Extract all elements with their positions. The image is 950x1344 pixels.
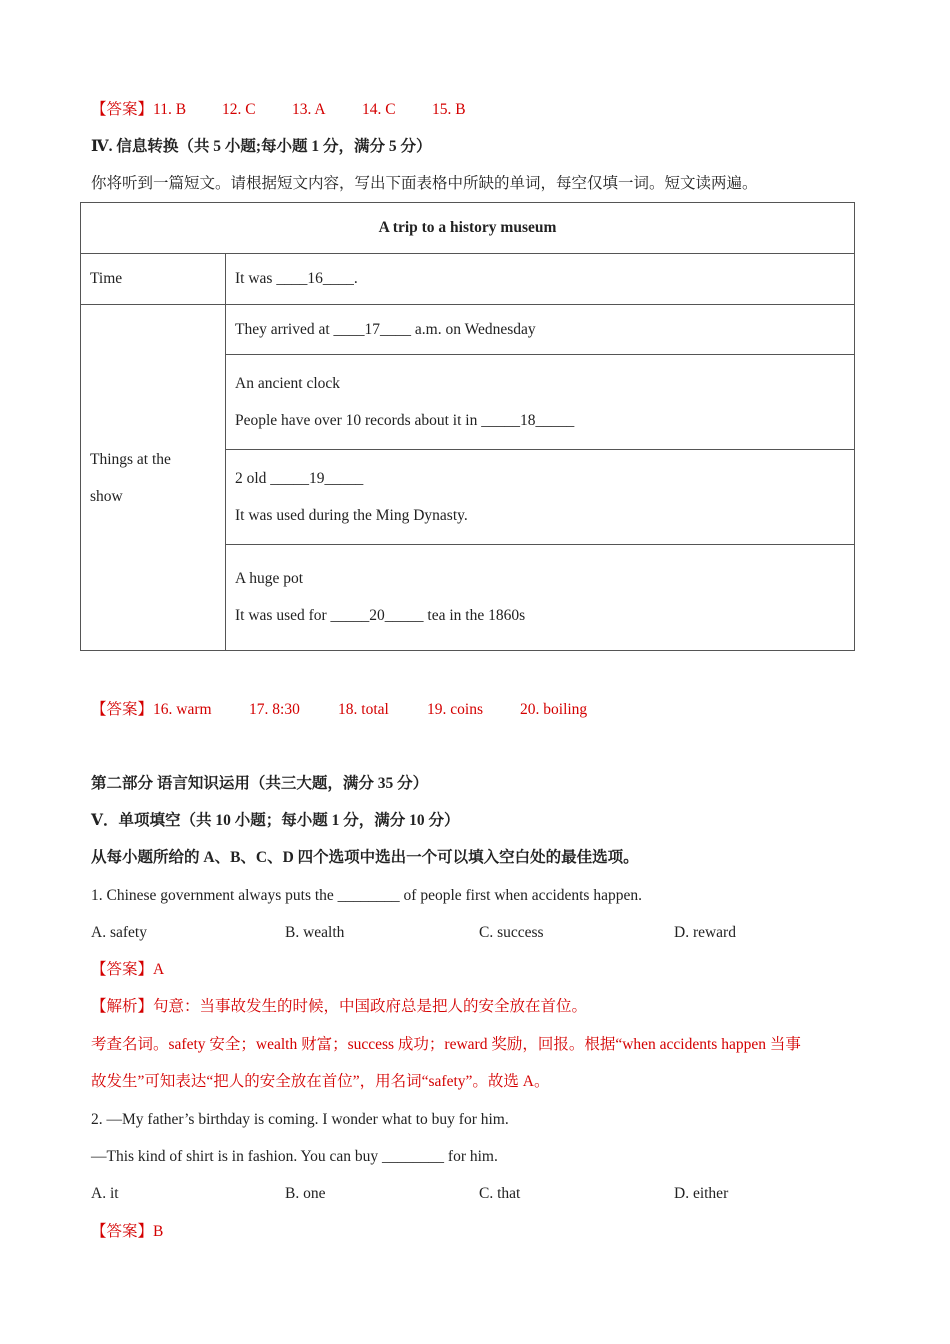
coins-line-2: It was used during the Ming Dynasty. — [235, 506, 468, 524]
coins-cell — [226, 450, 855, 545]
answer-item: 20. boiling — [520, 701, 588, 718]
answer-line-16-20 — [91, 700, 587, 720]
answer-item: 11. B — [153, 101, 187, 118]
arrived-row: They arrived at ____17____ a.m. on Wednesday — [226, 305, 855, 355]
q2-option-a: A. it — [91, 1185, 119, 1202]
part-2-heading: 第二部分 语言知识运用（共三大题，满分 35 分） — [91, 775, 429, 792]
answer-item: 13. A — [292, 101, 326, 118]
answer-line-11-15 — [91, 100, 466, 120]
q2-stem-1: 2. —My father’s birthday is coming. I wonder what to buy for him. — [91, 1111, 509, 1128]
answer-item: 15. B — [432, 101, 466, 118]
pot-line-1: A huge pot — [235, 570, 304, 587]
q2-answer: 【答案】B — [91, 1223, 164, 1240]
things-label: Things at the — [90, 450, 171, 468]
time-label: Time — [81, 254, 226, 305]
q1-analysis-3: 故发生”可知表达“把人的安全放在首位”，用名词“safety”。故选 A。 — [91, 1073, 550, 1090]
section-4-instruction: 你将听到一篇短文。请根据短文内容，写出下面表格中所缺的单词，每空仅填一词。短文读两遍。 — [91, 175, 758, 192]
coins-line-1: 2 old _____19_____ — [235, 469, 364, 487]
q1-option-c: C. success — [479, 924, 544, 941]
q1-stem: 1. Chinese government always puts the ________ of people first when accidents happen. — [91, 887, 642, 904]
info-table — [80, 202, 855, 651]
q2-option-c: C. that — [479, 1185, 521, 1202]
clock-line-1: An ancient clock — [235, 374, 341, 392]
q1-option-a: A. safety — [91, 924, 147, 941]
answer-item: 12. C — [222, 101, 256, 118]
q1-analysis-1: 【解析】句意：当事故发生的时候，中国政府总是把人的安全放在首位。 — [91, 998, 588, 1015]
table-title: A trip to a history museum — [81, 203, 855, 254]
clock-line-2: People have over 10 records about it in _____18_____ — [235, 411, 575, 429]
clock-cell — [226, 355, 855, 450]
section-5-heading: Ⅴ．单项填空（共 10 小题；每小题 1 分，满分 10 分） — [91, 812, 460, 829]
answer-prefix: 【答案】 — [91, 701, 154, 718]
answer-item: 17. 8:30 — [249, 701, 300, 718]
q1-option-d: D. reward — [674, 924, 736, 941]
q2-stem-2: —This kind of shirt is in fashion. You can buy ________ for him. — [91, 1148, 498, 1165]
answer-item: 19. coins — [427, 701, 483, 718]
things-label-cell — [81, 305, 226, 651]
answer-item: 14. C — [362, 101, 396, 118]
pot-cell — [226, 545, 855, 651]
section-5-instruction: 从每小题所给的 A、B、C、D 四个选项中选出一个可以填入空白处的最佳选项。 — [91, 849, 639, 866]
things-label-2: show — [90, 487, 123, 505]
q2-option-d: D. either — [674, 1185, 729, 1202]
answer-item: 18. total — [338, 701, 389, 718]
answer-item: 16. warm — [153, 701, 212, 718]
pot-line-2: It was used for _____20_____ tea in the 1860s — [235, 607, 526, 624]
time-value: It was ____16____. — [226, 254, 855, 305]
section-4-heading: Ⅳ. 信息转换（共 5 小题;每小题 1 分，满分 5 分） — [91, 138, 432, 155]
q1-analysis-2: 考查名词。safety 安全；wealth 财富；success 成功；reward 奖励，回报。根据“when accidents happen 当事 — [91, 1036, 801, 1053]
answer-prefix: 【答案】 — [91, 101, 154, 118]
q2-option-b: B. one — [285, 1185, 326, 1202]
q1-option-b: B. wealth — [285, 924, 345, 941]
q1-answer: 【答案】A — [91, 961, 165, 978]
